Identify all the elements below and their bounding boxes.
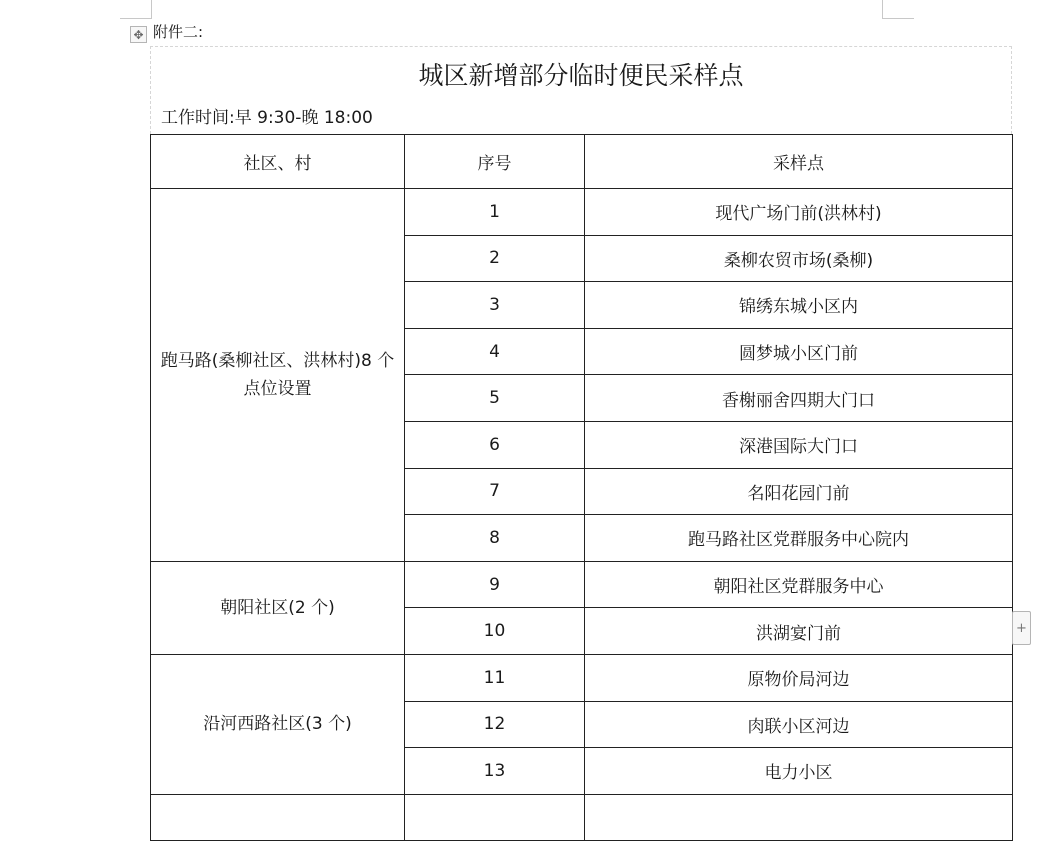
crop-mark-right-vertical — [882, 0, 883, 18]
site-name: 深港国际大门口 — [585, 421, 1013, 468]
work-time: 工作时间:早 9:30-晚 18:00 — [161, 108, 373, 128]
crop-mark-left-horizontal — [120, 18, 152, 19]
site-name: 名阳花园门前 — [585, 468, 1013, 515]
row-number: 3 — [405, 282, 585, 329]
site-name: 朝阳社区党群服务中心 — [585, 561, 1013, 608]
blank-cell — [151, 794, 405, 841]
site-name: 肉联小区河边 — [585, 701, 1013, 748]
table-move-handle[interactable] — [130, 26, 147, 43]
crop-mark-left-vertical — [151, 0, 152, 18]
table-row — [151, 561, 1013, 608]
community-cell: 跑马路(桑柳社区、洪林村)8 个点位设置 — [151, 189, 405, 562]
sampling-sites-table — [150, 134, 1013, 841]
row-number: 11 — [405, 654, 585, 701]
blank-cell — [585, 794, 1013, 841]
header-site: 采样点 — [585, 135, 1013, 189]
table-row — [151, 189, 1013, 236]
attachment-label: 附件二: — [153, 23, 204, 41]
site-name: 原物价局河边 — [585, 654, 1013, 701]
header-number: 序号 — [405, 135, 585, 189]
add-column-button[interactable] — [1012, 611, 1031, 645]
community-cell: 朝阳社区(2 个) — [151, 561, 405, 654]
table-row-partial — [151, 794, 1013, 841]
crop-mark-right-horizontal — [882, 18, 914, 19]
row-number: 2 — [405, 235, 585, 282]
community-cell: 沿河西路社区(3 个) — [151, 654, 405, 794]
row-number: 6 — [405, 421, 585, 468]
header-community: 社区、村 — [151, 135, 405, 189]
row-number: 8 — [405, 515, 585, 562]
document-title: 城区新增部分临时便民采样点 — [418, 61, 744, 90]
row-number: 13 — [405, 748, 585, 795]
row-number: 12 — [405, 701, 585, 748]
row-number: 5 — [405, 375, 585, 422]
site-name: 香榭丽舍四期大门口 — [585, 375, 1013, 422]
table-row — [151, 654, 1013, 701]
row-number: 10 — [405, 608, 585, 655]
plus-icon: + — [1016, 620, 1027, 636]
row-number: 9 — [405, 561, 585, 608]
move-icon: ✥ — [133, 27, 144, 42]
site-name: 圆梦城小区门前 — [585, 328, 1013, 375]
row-number: 1 — [405, 189, 585, 236]
row-number: 4 — [405, 328, 585, 375]
table-header-row — [151, 135, 1013, 189]
site-name: 跑马路社区党群服务中心院内 — [585, 515, 1013, 562]
site-name: 桑柳农贸市场(桑柳) — [585, 235, 1013, 282]
blank-cell — [405, 794, 585, 841]
site-name: 现代广场门前(洪林村) — [585, 189, 1013, 236]
site-name: 洪湖宴门前 — [585, 608, 1013, 655]
site-name: 电力小区 — [585, 748, 1013, 795]
site-name: 锦绣东城小区内 — [585, 282, 1013, 329]
row-number: 7 — [405, 468, 585, 515]
